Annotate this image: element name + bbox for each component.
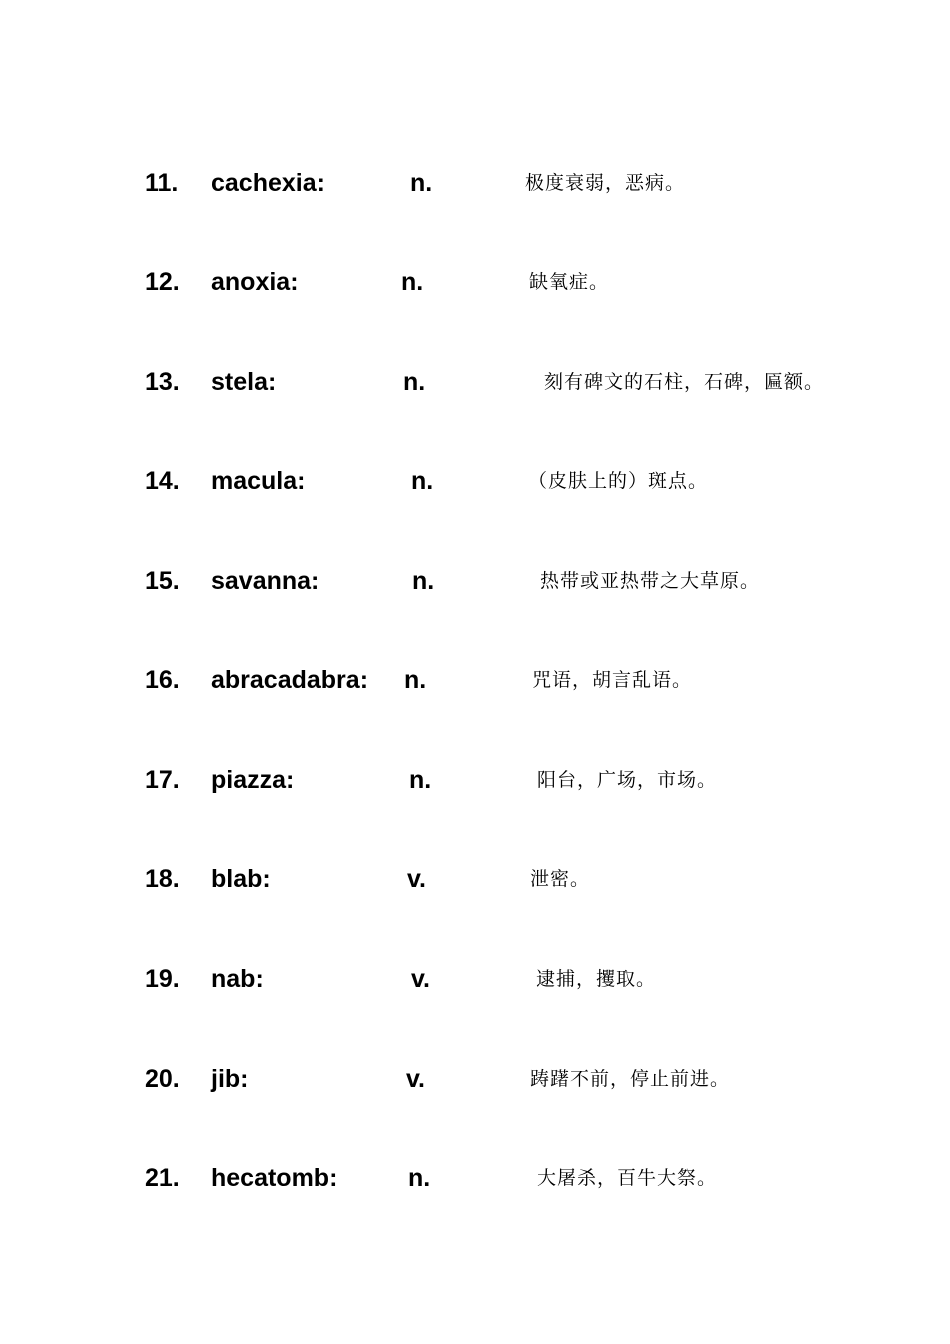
- vocab-entry: [0, 859, 950, 899]
- entry-number: 20.: [145, 1065, 180, 1093]
- vocab-entry: [0, 262, 950, 302]
- entry-word: anoxia:: [211, 268, 299, 296]
- entry-number: 15.: [145, 567, 180, 595]
- entry-word: piazza:: [211, 766, 295, 794]
- entry-number: 12.: [145, 268, 180, 296]
- vocab-entry: [0, 760, 950, 800]
- entry-number: 17.: [145, 766, 180, 794]
- entry-definition: 大屠杀，百牛大祭。: [537, 1167, 718, 1189]
- entry-word: jib:: [211, 1065, 249, 1093]
- entry-word: blab:: [211, 865, 271, 893]
- vocab-entry: [0, 461, 950, 501]
- part-of-speech: n.: [403, 368, 426, 396]
- entry-number: 11.: [145, 169, 179, 197]
- entry-definition: （皮肤上的）斑点。: [528, 470, 709, 492]
- entry-number: 19.: [145, 965, 180, 993]
- entry-word: abracadabra:: [211, 666, 369, 694]
- entry-word: cachexia:: [211, 169, 325, 197]
- part-of-speech: n.: [404, 666, 427, 694]
- vocab-entry: [0, 561, 950, 601]
- part-of-speech: n.: [412, 567, 435, 595]
- vocab-entry: [0, 959, 950, 999]
- part-of-speech: v.: [407, 865, 426, 893]
- entry-word: savanna:: [211, 567, 320, 595]
- vocab-entry: [0, 1158, 950, 1198]
- entry-number: 21.: [145, 1164, 180, 1192]
- entry-number: 18.: [145, 865, 180, 893]
- part-of-speech: v.: [411, 965, 430, 993]
- entry-definition: 刻有碑文的石柱，石碑，匾额。: [544, 371, 825, 393]
- part-of-speech: n.: [411, 467, 434, 495]
- entry-word: macula:: [211, 467, 306, 495]
- part-of-speech: n.: [410, 169, 433, 197]
- entry-definition: 泄密。: [530, 868, 591, 890]
- entry-word: stela:: [211, 368, 277, 396]
- vocab-entry: [0, 1059, 950, 1099]
- entry-definition: 踌躇不前，停止前进。: [530, 1068, 731, 1090]
- vocab-entry: [0, 163, 950, 203]
- part-of-speech: n.: [409, 766, 432, 794]
- vocab-entry: [0, 362, 950, 402]
- entry-definition: 阳台，广场，市场。: [537, 769, 718, 791]
- entry-definition: 极度衰弱，恶病。: [525, 172, 686, 194]
- entry-definition: 逮捕，攫取。: [536, 968, 657, 990]
- entry-definition: 缺氧症。: [529, 271, 610, 293]
- entry-number: 14.: [145, 467, 180, 495]
- part-of-speech: n.: [401, 268, 424, 296]
- part-of-speech: v.: [406, 1065, 425, 1093]
- entry-word: hecatomb:: [211, 1164, 338, 1192]
- part-of-speech: n.: [408, 1164, 431, 1192]
- entry-word: nab:: [211, 965, 264, 993]
- entry-definition: 热带或亚热带之大草原。: [540, 570, 761, 592]
- vocab-entry: [0, 660, 950, 700]
- entry-number: 13.: [145, 368, 180, 396]
- entry-definition: 咒语，胡言乱语。: [532, 669, 693, 691]
- entry-number: 16.: [145, 666, 180, 694]
